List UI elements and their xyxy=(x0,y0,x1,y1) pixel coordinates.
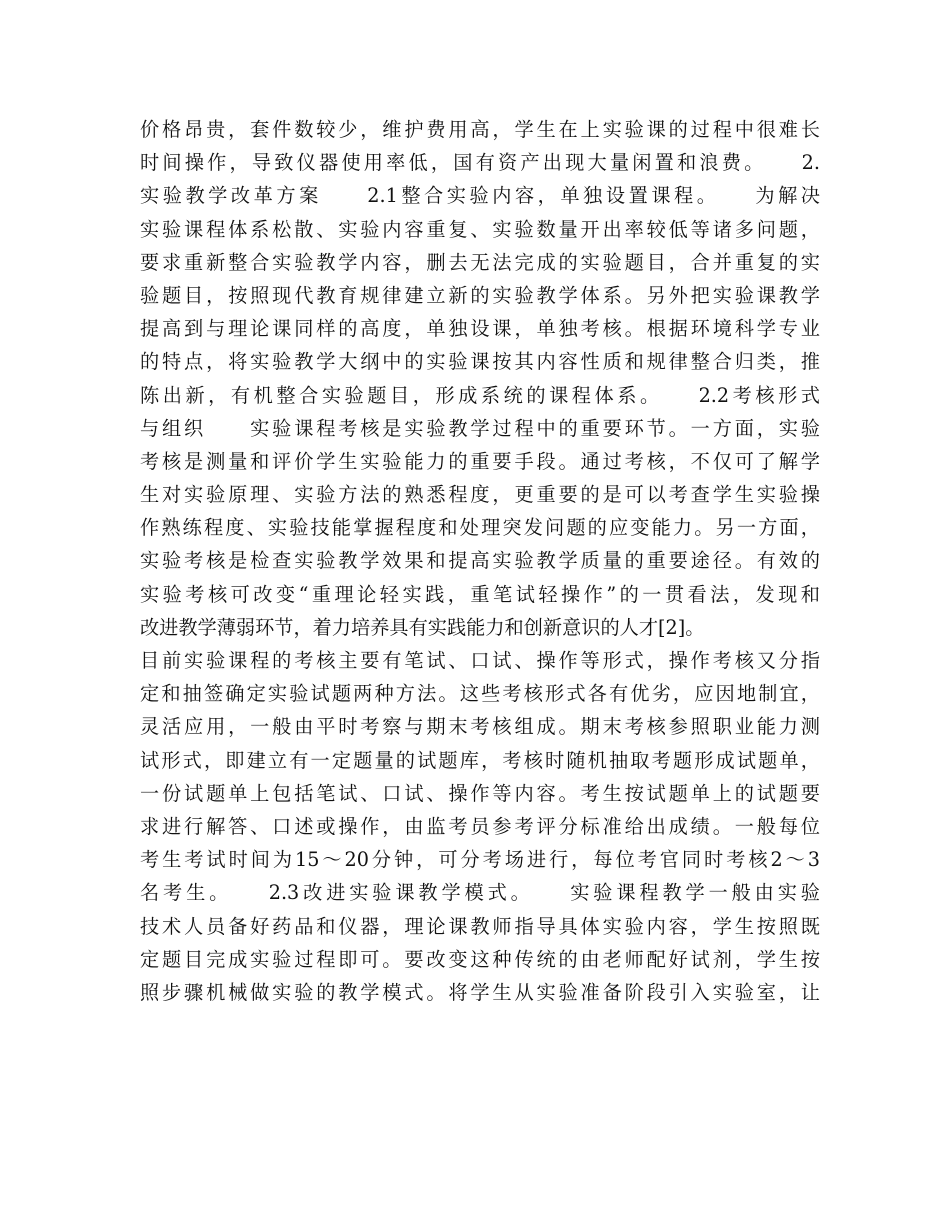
text-line: 要求重新整合实验教学内容，删去无法完成的实验题目，合并重复的实 xyxy=(140,250,820,274)
text-line: 名考生。 2.3改进实验课教学模式。 实验课程教学一般由实验 xyxy=(140,881,820,905)
text-line: 求进行解答、口述或操作，由监考员参考评分标准给出成绩。一般每位 xyxy=(140,814,820,838)
text-line: 试形式，即建立有一定题量的试题库，考核时随机抽取考题形成试题单， xyxy=(140,748,820,772)
text-line: 实验考核可改变“重理论轻实践，重笔试轻操作”的一贯看法，发现和 xyxy=(140,582,820,606)
text-line: 定和抽签确定实验试题两种方法。这些考核形式各有优劣，应因地制宜， xyxy=(140,682,820,706)
text-line: 考核是测量和评价学生实验能力的重要手段。通过考核，不仅可了解学 xyxy=(140,449,820,473)
text-line: 价格昂贵，套件数较少，维护费用高，学生在上实验课的过程中很难长 xyxy=(140,118,820,141)
text-line: 的特点，将实验教学大纲中的实验课按其内容性质和规律整合归类，推 xyxy=(140,350,820,374)
text-line: 时间操作，导致仪器使用率低，国有资产出现大量闲置和浪费。 2. xyxy=(140,151,820,175)
text-line: 考生考试时间为15～20分钟，可分考场进行，每位考官同时考核2～3 xyxy=(140,848,820,872)
text-line: 改进教学薄弱环节，着力培养具有实践能力和创新意识的人才[2]。 xyxy=(140,615,705,639)
text-line: 一份试题单上包括笔试、口试、操作等内容。考生按试题单上的试题要 xyxy=(140,781,820,805)
body-text xyxy=(140,113,820,1009)
text-line: 技术人员备好药品和仪器，理论课教师指导具体实验内容，学生按照既 xyxy=(140,914,820,938)
text-line: 灵活应用，一般由平时考察与期末考核组成。期末考核参照职业能力测 xyxy=(140,715,820,739)
text-line: 实验教学改革方案 2.1整合实验内容，单独设置课程。 为解决 xyxy=(140,184,820,208)
text-line: 照步骤机械做实验的教学模式。将学生从实验准备阶段引入实验室，让 xyxy=(140,980,820,1004)
text-line: 定题目完成实验过程即可。要改变这种传统的由老师配好试剂，学生按 xyxy=(140,947,820,971)
text-line: 生对实验原理、实验方法的熟悉程度，更重要的是可以考查学生实验操 xyxy=(140,483,820,507)
text-line: 验题目，按照现代教育规律建立新的实验教学体系。另外把实验课教学 xyxy=(140,283,820,307)
text-line: 提高到与理论课同样的高度，单独设课，单独考核。根据环境科学专业 xyxy=(140,317,820,341)
text-line: 作熟练程度、实验技能掌握程度和处理突发问题的应变能力。另一方面， xyxy=(140,516,820,540)
text-line: 陈出新，有机整合实验题目，形成系统的课程体系。 2.2考核形式 xyxy=(140,383,820,407)
text-line: 与组织 实验课程考核是实验教学过程中的重要环节。一方面，实验 xyxy=(140,416,820,440)
text-line: 实验课程体系松散、实验内容重复、实验数量开出率较低等诸多问题， xyxy=(140,217,820,241)
text-line: 实验考核是检查实验教学效果和提高实验教学质量的重要途径。有效的 xyxy=(140,549,820,573)
text-line: 目前实验课程的考核主要有笔试、口试、操作等形式，操作考核又分指 xyxy=(140,649,820,672)
